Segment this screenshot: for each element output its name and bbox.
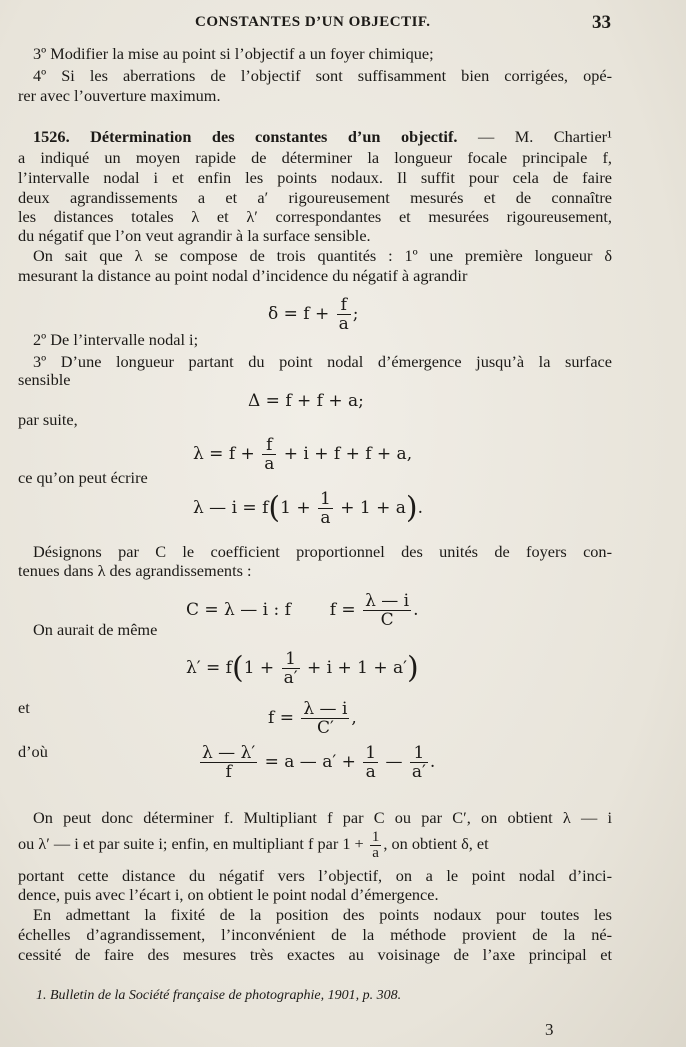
text-line: On aurait de même bbox=[33, 620, 158, 639]
fraction-numerator: λ — i bbox=[365, 591, 410, 611]
eq-term: + i + 1 + a′ bbox=[306, 658, 407, 678]
equation-delta bbox=[268, 296, 359, 333]
eq-term: C = λ — i : f bbox=[186, 600, 291, 620]
section-number: 1526. bbox=[33, 127, 70, 146]
fraction-numerator: 1 bbox=[285, 649, 296, 669]
equation-lambda-prime bbox=[186, 650, 419, 687]
text-line: ce qu’on peut écrire bbox=[18, 468, 148, 487]
page-number: 33 bbox=[592, 12, 611, 33]
fraction-numerator: f bbox=[266, 435, 273, 455]
fraction-numerator: 1 bbox=[319, 489, 331, 509]
eq-term: . bbox=[413, 600, 419, 620]
text-line: échelles d’agrandissement, l’inconvénient de la méthode provient de la né- bbox=[18, 925, 612, 944]
paren-close: ) bbox=[406, 650, 419, 686]
text-fragment: , on obtient δ, et bbox=[383, 834, 489, 854]
eq-term: f = bbox=[268, 708, 294, 728]
equation-f-prime bbox=[268, 700, 357, 737]
equation-difference bbox=[198, 744, 435, 781]
fraction-denominator: a bbox=[318, 508, 333, 527]
fraction-numerator: λ — λ′ bbox=[202, 743, 256, 763]
eq-term: + i + f + f + a, bbox=[283, 444, 413, 464]
fraction bbox=[301, 700, 349, 737]
fraction-denominator: a bbox=[370, 845, 382, 861]
fraction-denominator: C′ bbox=[301, 718, 349, 737]
text-line: En admettant la fixité de la position des points nodaux pour toutes les bbox=[33, 905, 612, 924]
text-line: mesurant la distance au point nodal d’incidence du négatif à agrandir bbox=[18, 266, 468, 285]
text-line: a indiqué un moyen rapide de déterminer la longueur focale principale f, bbox=[18, 148, 612, 167]
fraction bbox=[200, 744, 257, 781]
text-line: d’où bbox=[18, 742, 48, 761]
text-line: et bbox=[18, 698, 30, 717]
equation-lambda-minus-i bbox=[193, 490, 423, 527]
text-line: l’intervalle nodal i et enfin les points nodaux. Il suffit pour cela de faire bbox=[18, 168, 612, 187]
section-author: — M. Chartier¹ bbox=[477, 127, 612, 146]
eq-term: + 1 + a bbox=[340, 498, 406, 518]
eq-term: δ = f + bbox=[268, 304, 330, 324]
text-line: deux agrandissements a et a′ rigoureusement mesurés et de connaître bbox=[18, 188, 612, 207]
fraction bbox=[337, 296, 351, 333]
eq-term: λ — i = f bbox=[193, 498, 269, 518]
fraction-numerator: f bbox=[340, 295, 347, 315]
footnote: 1. Bulletin de la Société française de photographie, 1901, p. 308. bbox=[36, 988, 402, 1003]
text-line: Désignons par C le coefficient proportionnel des unités de foyers con- bbox=[33, 542, 612, 561]
running-header bbox=[0, 10, 686, 38]
fraction-denominator: a′ bbox=[411, 762, 426, 782]
eq-term: f = bbox=[329, 600, 356, 620]
eq-term: ; bbox=[352, 304, 359, 324]
fraction bbox=[363, 744, 378, 781]
fraction-numerator: λ — i bbox=[303, 699, 348, 719]
eq-term: . bbox=[429, 752, 436, 772]
fraction-denominator: C bbox=[363, 610, 411, 629]
text-line: par suite, bbox=[18, 410, 78, 429]
eq-term: λ′ = f bbox=[186, 658, 232, 678]
eq-term: . bbox=[417, 498, 423, 518]
text-line: portant cette distance du négatif vers l’objectif, on a le point nodal d’inci- bbox=[18, 866, 612, 885]
text-line: rer avec l’ouverture maximum. bbox=[18, 86, 221, 105]
text-line: dence, puis avec l’écart i, on obtient le point nodal d’émergence. bbox=[18, 885, 439, 904]
eq-term: , bbox=[351, 708, 357, 728]
text-line-inline-fraction bbox=[18, 830, 612, 861]
fraction-denominator: a′ bbox=[283, 668, 298, 688]
fraction bbox=[410, 744, 428, 781]
paren-close: ) bbox=[405, 490, 418, 526]
signature-mark: 3 bbox=[545, 1020, 554, 1039]
header-title: CONSTANTES D’UN OBJECTIF. bbox=[195, 14, 431, 30]
paren-open: ( bbox=[231, 650, 244, 686]
section-title: Détermination des constantes d’un objectif. bbox=[90, 127, 458, 146]
equation-Delta: Δ = f + f + a; bbox=[248, 391, 364, 411]
text-line: tenues dans λ des agrandissements : bbox=[18, 561, 252, 580]
text-line: les distances totales λ et λ′ correspondantes et mesurées rigoureusement, bbox=[18, 207, 612, 226]
eq-term: = a — a′ + bbox=[264, 752, 356, 772]
fraction bbox=[282, 650, 300, 687]
text-line: du négatif que l’on veut agrandir à la surface sensible. bbox=[18, 226, 371, 245]
text-line: 3º D’une longueur partant du point nodal d’émergence jusqu’à la surface bbox=[33, 352, 612, 371]
eq-term: λ = f + bbox=[193, 444, 255, 464]
eq-term: 1 + bbox=[280, 498, 311, 518]
eq-term: — bbox=[385, 752, 403, 772]
fraction-numerator: 1 bbox=[413, 743, 425, 763]
inline-fraction bbox=[370, 830, 382, 861]
text-line: 4º Si les aberrations de l’objectif sont suffisamment bien corrigées, opé- bbox=[33, 66, 612, 85]
fraction-denominator: f bbox=[200, 762, 257, 781]
fraction-denominator: a bbox=[338, 314, 349, 334]
paren-open: ( bbox=[268, 490, 281, 526]
fraction-denominator: a bbox=[264, 454, 275, 474]
text-line: On peut donc déterminer f. Multipliant f par C ou par C′, on obtient λ — i bbox=[33, 808, 612, 827]
fraction-denominator: a bbox=[363, 762, 378, 781]
eq-term: 1 + bbox=[243, 658, 275, 678]
section-heading bbox=[33, 127, 612, 147]
text-line: cessité de faire des mesures très exactes au voisinage de l’axe principal et bbox=[18, 945, 612, 964]
text-line: 2º De l’intervalle nodal i; bbox=[33, 330, 199, 349]
fraction-numerator: 1 bbox=[371, 829, 380, 845]
text-line: On sait que λ se compose de trois quantités : 1º une première longueur δ bbox=[33, 246, 612, 265]
fraction bbox=[318, 490, 333, 527]
fraction-numerator: 1 bbox=[365, 743, 377, 763]
text-fragment: ou λ′ — i et par suite i; enfin, en multipliant f par 1 + bbox=[18, 834, 364, 854]
text-line: 3º Modifier la mise au point si l’objectif a un foyer chimique; bbox=[33, 44, 434, 63]
text-line: sensible bbox=[18, 370, 71, 389]
